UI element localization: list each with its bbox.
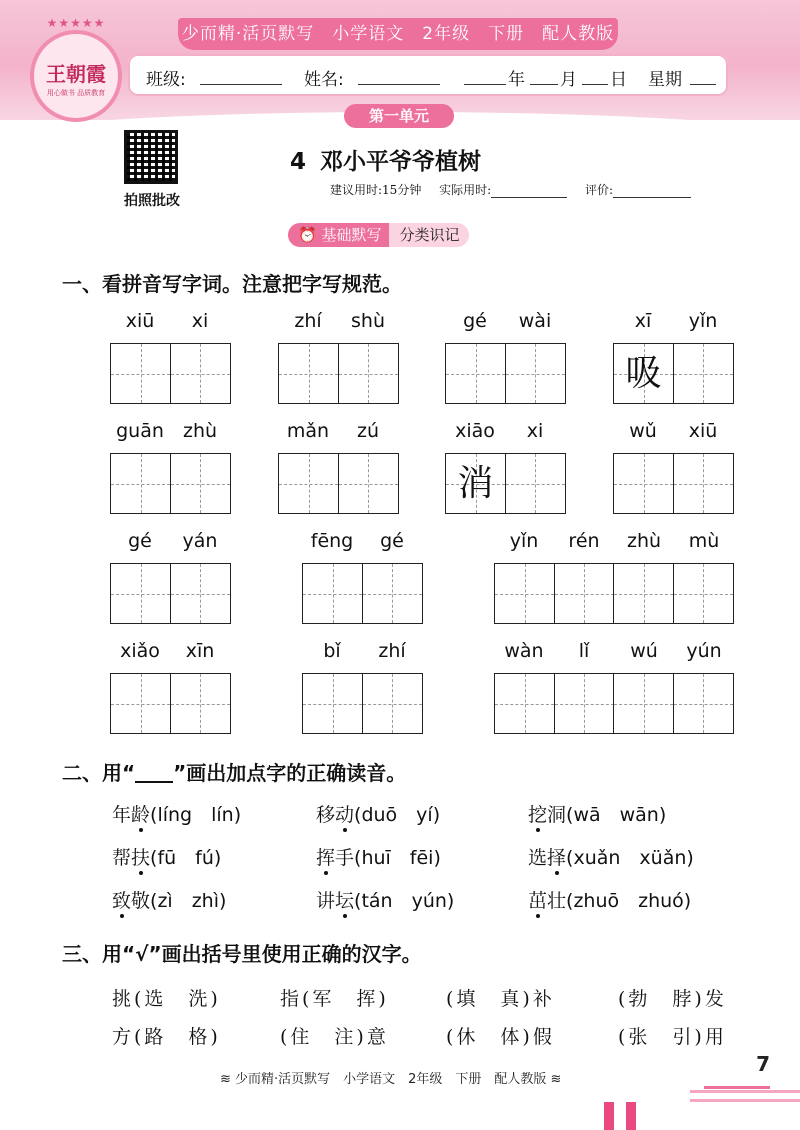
written-char (171, 344, 230, 403)
char-choice-item[interactable]: (勃 脖)发 (618, 988, 727, 1010)
day-label: 日 (610, 70, 627, 90)
writing-cell[interactable] (302, 673, 363, 734)
pinyin-syllable: wài (518, 310, 552, 332)
word-char: 洞 (547, 804, 567, 826)
writing-boxes (445, 453, 565, 514)
dotted-char: 挥 (316, 847, 336, 869)
written-char (279, 454, 338, 513)
written-char (363, 674, 422, 733)
word-char: 敬 (131, 890, 151, 912)
writing-cell[interactable] (673, 453, 734, 514)
word-char: 帮 (112, 847, 132, 869)
pinyin-syllable: xīn (185, 640, 215, 662)
written-char (674, 674, 733, 733)
pinyin-options[interactable]: (huī fēi) (354, 847, 441, 869)
writing-cell[interactable] (613, 343, 674, 404)
timing-info (330, 181, 691, 198)
pinyin-syllable: yǐn (688, 310, 718, 332)
written-char (111, 344, 170, 403)
written-char (614, 564, 673, 623)
writing-cell[interactable] (362, 563, 423, 624)
writing-cell[interactable] (278, 453, 339, 514)
pinyin-syllable: zú (356, 420, 379, 442)
dotted-char: 挖 (528, 804, 548, 826)
pinyin-syllable: wǔ (629, 420, 657, 442)
pinyin-row (302, 640, 422, 666)
reading-item (528, 886, 691, 913)
writing-cell[interactable] (338, 453, 399, 514)
dotted-char: 动 (335, 804, 355, 826)
written-char (674, 344, 733, 403)
writing-boxes (494, 563, 734, 624)
writing-cell[interactable] (613, 673, 674, 734)
page-tab-marker (604, 1102, 614, 1130)
writing-boxes (278, 343, 398, 404)
pinyin-row (494, 640, 734, 666)
writing-cell[interactable] (362, 673, 423, 734)
pinyin-group (445, 310, 565, 404)
pinyin-options[interactable]: (wā wān) (566, 804, 667, 826)
pinyin-syllable: gé (463, 310, 487, 332)
pinyin-syllable: zhù (626, 530, 662, 552)
pinyin-syllable: xi (191, 310, 209, 332)
writing-cell[interactable] (494, 673, 555, 734)
dotted-char: 扶 (131, 847, 151, 869)
written-char (303, 674, 362, 733)
word-char: 选 (528, 847, 548, 869)
pinyin-syllable: mù (688, 530, 720, 552)
written-char: 消 (457, 463, 494, 504)
char-choice-item[interactable]: 挑(选 洗) (112, 988, 221, 1010)
written-char (614, 454, 673, 513)
pinyin-row (445, 420, 565, 446)
written-char (555, 674, 614, 733)
logo-name: 王朝霞 (46, 62, 106, 86)
word (528, 890, 566, 912)
badge-right: 分类识记 (389, 223, 469, 247)
word-char: 移 (316, 804, 336, 826)
pinyin-syllable: fēng (310, 530, 354, 552)
char-choice-item[interactable]: 方(路 格) (112, 1026, 221, 1048)
class-label: 班级: (146, 70, 186, 90)
reading-item (316, 800, 440, 827)
footer-text: ≋ 少而精·活页默写 小学语文 2年级 下册 配人教版 ≋ (220, 1072, 562, 1087)
written-char (111, 454, 170, 513)
word (316, 847, 354, 869)
actual-time-label: 实际用时: (439, 183, 492, 197)
written-char (111, 674, 170, 733)
writing-cell[interactable] (673, 563, 734, 624)
pinyin-options[interactable]: (fū fú) (150, 847, 222, 869)
badge-left: ⏰ 基础默写 (288, 223, 389, 247)
week-label: 星期 (648, 70, 682, 90)
reading-item (112, 886, 226, 913)
pinyin-options[interactable]: (zhuō zhuó) (566, 890, 692, 912)
name-label: 姓名: (304, 70, 344, 90)
pinyin-options[interactable]: (líng lín) (150, 804, 242, 826)
written-char (614, 674, 673, 733)
lesson-title (290, 143, 520, 176)
written-char (506, 454, 565, 513)
pinyin-syllable: xi (526, 420, 544, 442)
dotted-char: 择 (547, 847, 567, 869)
writing-boxes (302, 673, 422, 734)
pinyin-row (110, 530, 230, 556)
series-title: 少而精·活页默写 小学语文 2年级 下册 配人教版 (178, 18, 618, 50)
word-char: 讲 (316, 890, 336, 912)
written-char (674, 564, 733, 623)
word (316, 890, 354, 912)
word (528, 847, 566, 869)
pinyin-syllable: rén (568, 530, 600, 552)
pinyin-group (110, 310, 230, 404)
section-badge (288, 223, 469, 247)
pinyin-group (445, 420, 565, 514)
written-char (111, 564, 170, 623)
pinyin-syllable: xiū (125, 310, 155, 332)
pinyin-group (110, 530, 230, 624)
writing-cell[interactable] (445, 453, 506, 514)
student-info-bar (128, 54, 728, 96)
word (316, 804, 354, 826)
written-char (506, 344, 565, 403)
pinyin-row (278, 310, 398, 336)
written-char (171, 454, 230, 513)
writing-cell[interactable] (673, 343, 734, 404)
writing-boxes (613, 453, 733, 514)
writing-boxes (278, 453, 398, 514)
section2-title-a: 二、用“ (62, 761, 136, 785)
written-char (555, 564, 614, 623)
writing-cell[interactable] (673, 673, 734, 734)
logo-tagline: 用心做书 品质教育 (46, 89, 106, 97)
pinyin-syllable: zhí (294, 310, 322, 332)
writing-cell[interactable] (302, 563, 363, 624)
pinyin-row (494, 530, 734, 556)
year-field[interactable] (464, 84, 506, 85)
char-choice-item[interactable]: (住 注)意 (280, 1026, 389, 1048)
badge-left-text: 基础默写 (321, 226, 382, 244)
word (112, 804, 150, 826)
publisher-logo (30, 16, 122, 122)
dotted-char: 致 (112, 890, 132, 912)
lesson-number: 4 (290, 149, 307, 175)
qr-code-icon[interactable] (124, 130, 178, 184)
char-choice-item[interactable]: (填 真)补 (446, 988, 555, 1010)
day-field[interactable] (582, 84, 608, 85)
written-char (279, 344, 338, 403)
month-label: 月 (560, 70, 577, 90)
logo-stars-icon: ★★★★★ (46, 16, 106, 30)
pinyin-group (613, 420, 733, 514)
pinyin-row (110, 310, 230, 336)
pinyin-row (278, 420, 398, 446)
pinyin-syllable: xiū (688, 420, 718, 442)
section2-title-b: ”画出加点字的正确读音。 (173, 761, 407, 785)
year-label: 年 (508, 70, 525, 90)
qr-label: 拍照批改 (124, 193, 180, 209)
reading-item (528, 800, 666, 827)
written-char (495, 564, 554, 623)
written-char (674, 454, 733, 513)
word-char: 壮 (547, 890, 567, 912)
pinyin-options[interactable]: (zì zhì) (150, 890, 227, 912)
writing-boxes (110, 673, 230, 734)
pinyin-syllable: wú (630, 640, 658, 662)
pinyin-syllable: xī (634, 310, 652, 332)
week-field[interactable] (690, 84, 716, 85)
written-char (363, 564, 422, 623)
writing-cell[interactable] (554, 563, 615, 624)
grade-label: 评价: (585, 183, 614, 197)
suggested-time: 建议用时:15分钟 (330, 183, 422, 197)
char-choice-item[interactable]: (张 引)用 (618, 1026, 727, 1048)
char-choice-item[interactable]: 指(军 挥) (280, 988, 389, 1010)
pinyin-group (110, 420, 230, 514)
lesson-name: 邓小平爷爷植树 (320, 149, 482, 175)
word (112, 890, 150, 912)
writing-cell[interactable] (494, 563, 555, 624)
reading-item (316, 843, 441, 870)
writing-boxes (110, 563, 230, 624)
writing-cell[interactable] (110, 673, 171, 734)
pinyin-group (302, 530, 422, 624)
writing-cell[interactable] (613, 563, 674, 624)
pinyin-row (445, 310, 565, 336)
reading-item (528, 843, 694, 870)
pinyin-syllable: bǐ (323, 640, 341, 662)
word (528, 804, 566, 826)
writing-cell[interactable] (170, 563, 231, 624)
pinyin-row (613, 310, 733, 336)
char-choice-item[interactable]: (休 体)假 (446, 1026, 555, 1048)
writing-cell[interactable] (505, 343, 566, 404)
writing-cell[interactable] (278, 343, 339, 404)
pinyin-syllable: yǐn (509, 530, 539, 552)
writing-boxes (613, 343, 733, 404)
underline-sample (135, 767, 173, 783)
written-char (446, 344, 505, 403)
writing-cell[interactable] (170, 453, 231, 514)
pinyin-group (278, 420, 398, 514)
dotted-char: 坛 (335, 890, 355, 912)
word-char: 年 (112, 804, 132, 826)
pinyin-row (110, 640, 230, 666)
reading-item (112, 800, 241, 827)
pinyin-row (613, 420, 733, 446)
pinyin-syllable: zhù (182, 420, 218, 442)
writing-boxes (494, 673, 734, 734)
pinyin-syllable: mǎn (286, 420, 330, 442)
pinyin-syllable: yán (182, 530, 218, 552)
grade-field[interactable] (613, 187, 691, 198)
pinyin-syllable: shù (351, 310, 385, 332)
page-tab-marker (626, 1102, 636, 1130)
section3-title: 三、用“√”画出括号里使用正确的汉字。 (62, 942, 422, 966)
section2-title (62, 757, 406, 786)
class-field[interactable] (200, 84, 282, 85)
pinyin-options[interactable]: (tán yún) (354, 890, 455, 912)
writing-cell[interactable] (445, 343, 506, 404)
pinyin-syllable: wàn (504, 640, 544, 662)
page-number: 7 (704, 1052, 770, 1089)
writing-boxes (302, 563, 422, 624)
writing-cell[interactable] (110, 563, 171, 624)
pinyin-options[interactable]: (xuǎn xüǎn) (566, 847, 694, 869)
footer-wave (690, 1090, 800, 1102)
pinyin-syllable: guān (116, 420, 164, 442)
pinyin-syllable: zhí (378, 640, 406, 662)
pinyin-group (494, 530, 734, 624)
dotted-char: 茁 (528, 890, 548, 912)
written-char (339, 344, 398, 403)
written-char: 吸 (625, 353, 662, 394)
written-char (171, 564, 230, 623)
written-char (495, 674, 554, 733)
writing-cell[interactable] (338, 343, 399, 404)
pinyin-group (278, 310, 398, 404)
written-char (339, 454, 398, 513)
writing-cell[interactable] (170, 673, 231, 734)
pinyin-row (110, 420, 230, 446)
writing-cell[interactable] (554, 673, 615, 734)
written-char (171, 674, 230, 733)
writing-cell[interactable] (505, 453, 566, 514)
word (112, 847, 150, 869)
pinyin-syllable: lǐ (578, 640, 590, 662)
word-char: 手 (335, 847, 355, 869)
writing-boxes (110, 453, 230, 514)
pinyin-row (302, 530, 422, 556)
section1-title: 一、看拼音写字词。注意把字写规范。 (62, 272, 402, 296)
pinyin-syllable: xiāo (455, 420, 495, 442)
reading-item (316, 886, 454, 913)
pinyin-syllable: gé (380, 530, 404, 552)
writing-cell[interactable] (110, 453, 171, 514)
writing-boxes (110, 343, 230, 404)
writing-cell[interactable] (613, 453, 674, 514)
name-field[interactable] (358, 84, 440, 85)
unit-label: 第一单元 (344, 104, 454, 128)
pinyin-syllable: gé (128, 530, 152, 552)
month-field[interactable] (530, 84, 558, 85)
pinyin-group (302, 640, 422, 734)
actual-time-field[interactable] (491, 187, 567, 198)
written-char (303, 564, 362, 623)
reading-item (112, 843, 221, 870)
pinyin-syllable: xiǎo (120, 640, 160, 662)
pinyin-group (494, 640, 734, 734)
writing-cell[interactable] (110, 343, 171, 404)
pinyin-group (110, 640, 230, 734)
pinyin-options[interactable]: (duō yí) (354, 804, 441, 826)
pinyin-group (613, 310, 733, 404)
writing-boxes (445, 343, 565, 404)
pinyin-syllable: yún (686, 640, 722, 662)
dotted-char: 龄 (131, 804, 151, 826)
writing-cell[interactable] (170, 343, 231, 404)
